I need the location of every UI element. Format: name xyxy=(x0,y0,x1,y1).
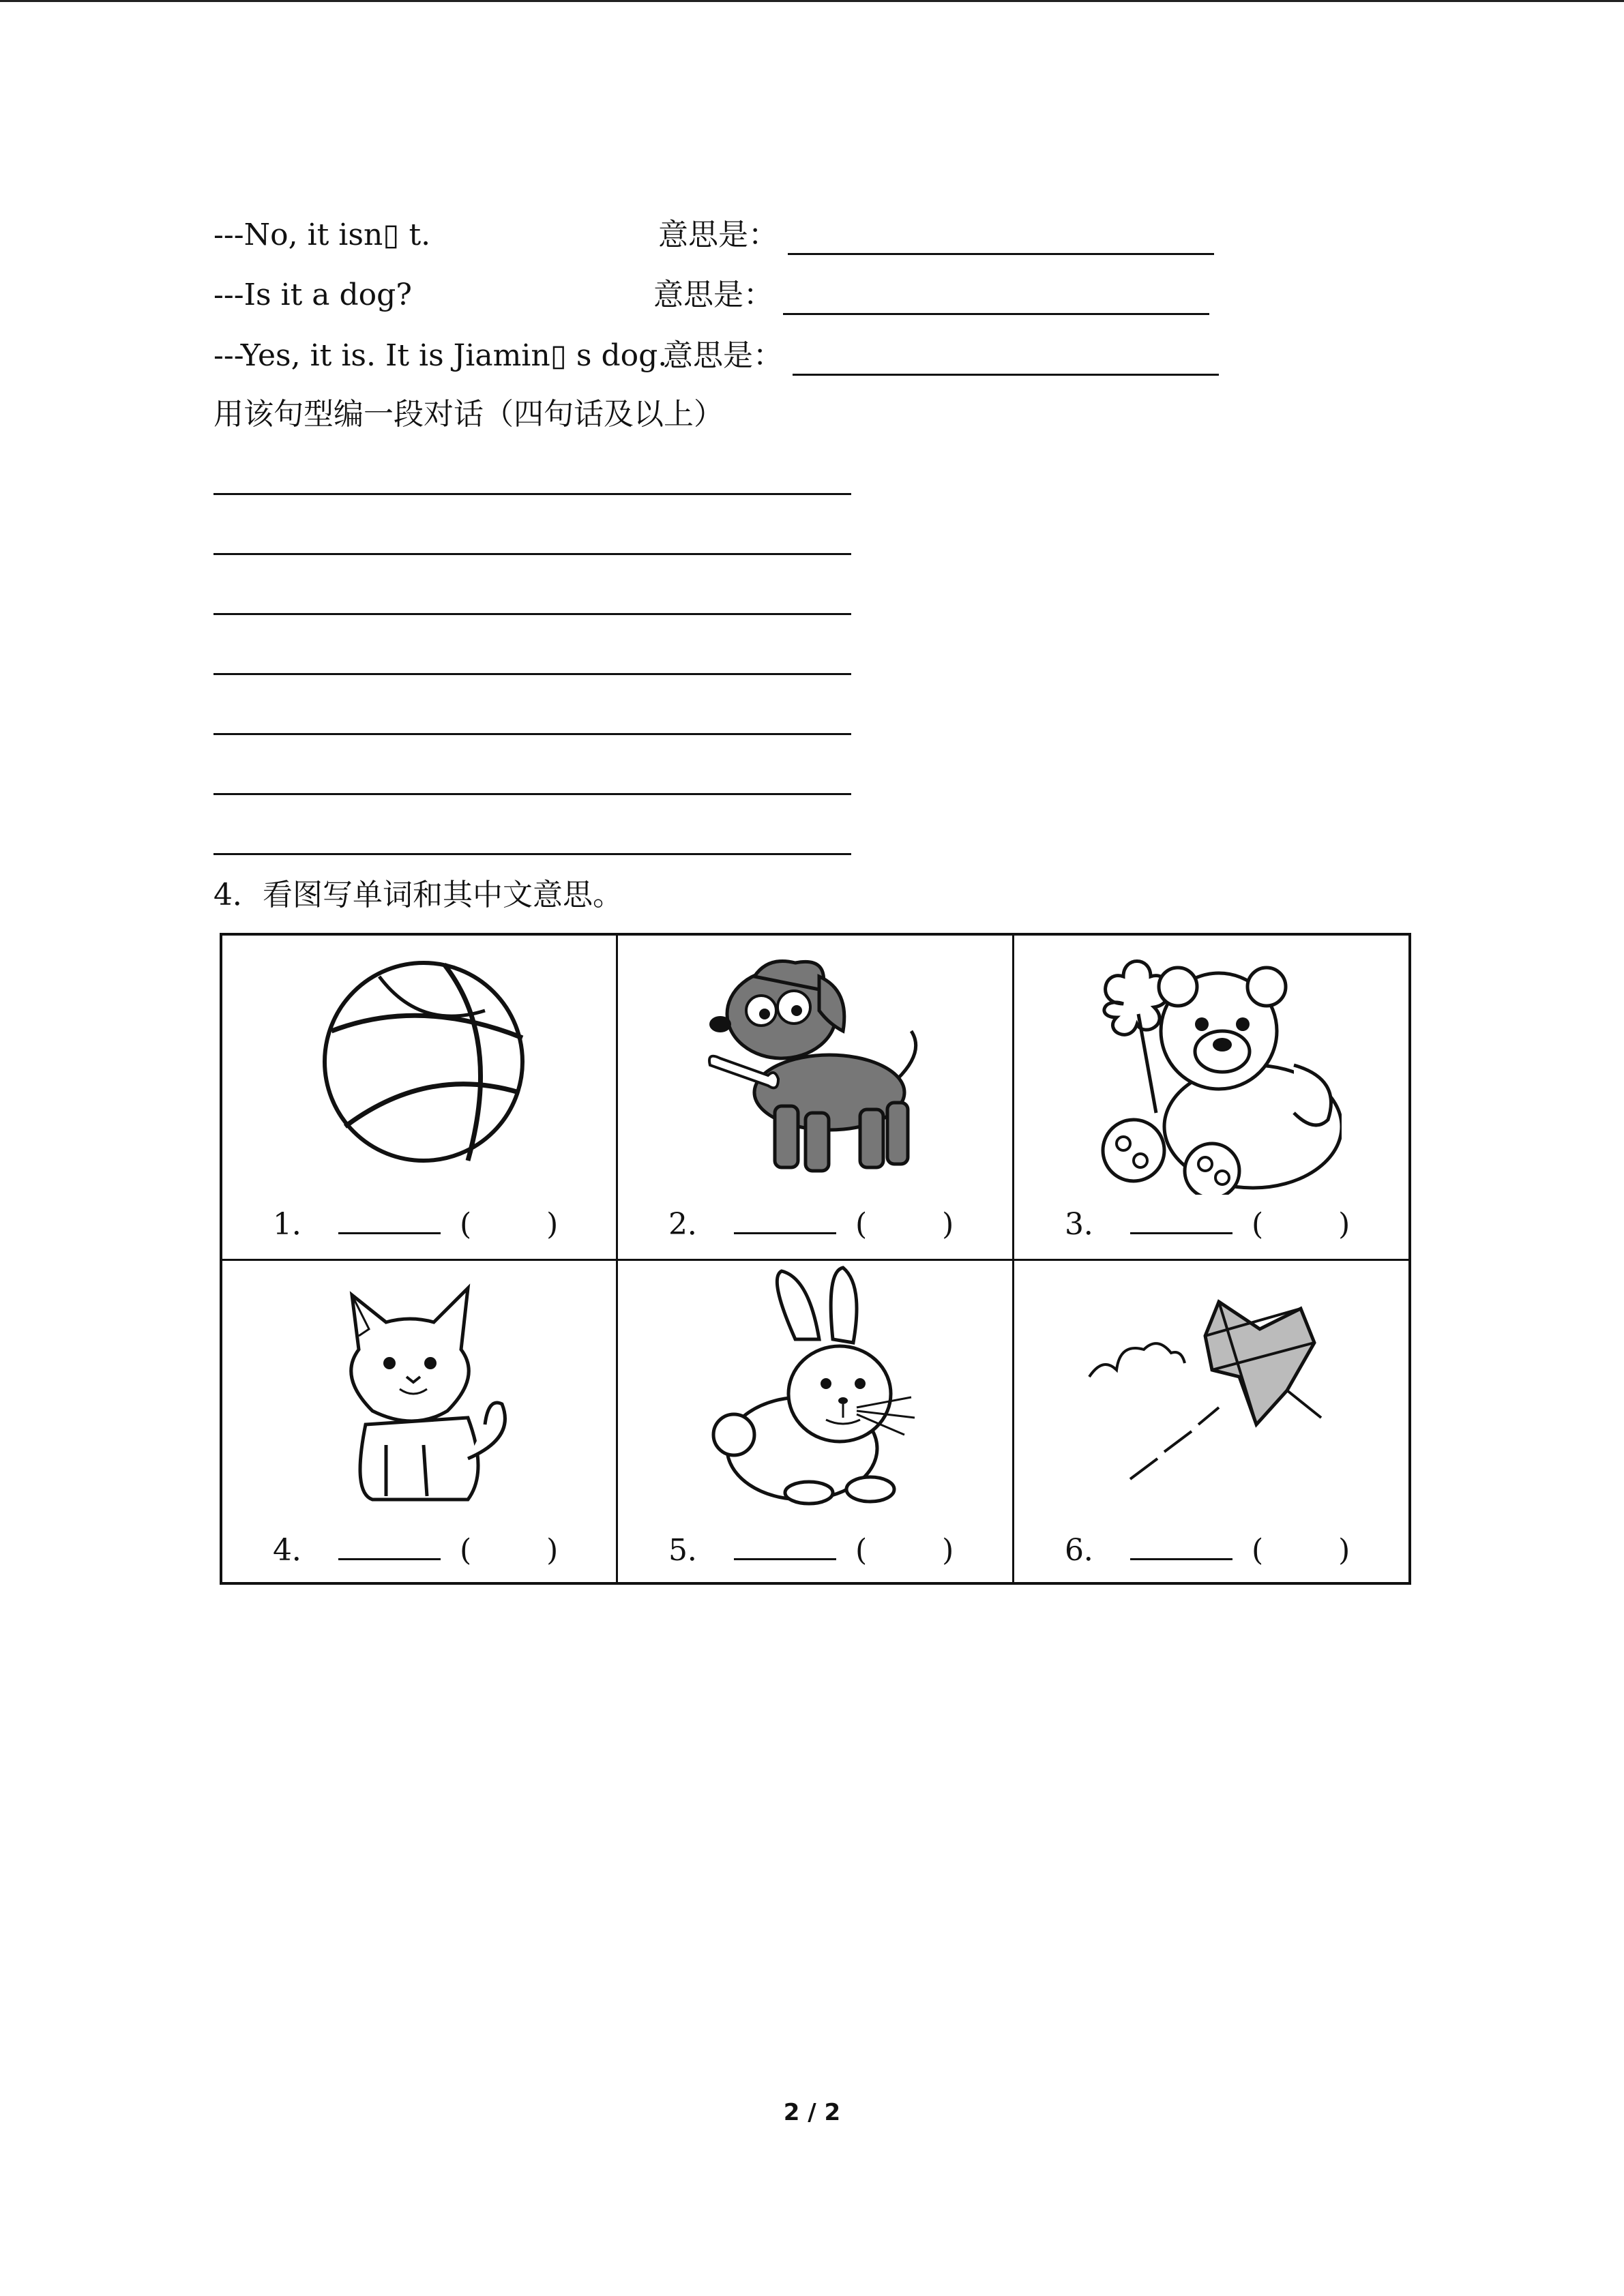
left-paren: ( xyxy=(1252,1533,1264,1568)
item-number: 5． xyxy=(668,1533,718,1568)
question-4-title: 4．看图写单词和其中文意思。 xyxy=(213,878,623,912)
meaning-answer-line-1[interactable] xyxy=(788,253,1214,255)
item-number: 2． xyxy=(668,1207,718,1242)
item-number: 1． xyxy=(273,1207,322,1242)
basketball-icon xyxy=(318,956,529,1167)
item-label-1 xyxy=(273,1205,558,1244)
word-blank[interactable] xyxy=(338,1205,441,1234)
picture-cell-2 xyxy=(618,936,1012,1259)
item-number: 3． xyxy=(1065,1207,1114,1242)
writing-line-2[interactable] xyxy=(213,553,851,555)
item-label-5 xyxy=(668,1531,954,1570)
item-number: 6． xyxy=(1065,1533,1114,1568)
page-top-border xyxy=(0,0,1624,2)
right-paren: ) xyxy=(942,1533,954,1568)
page-number: 2 / 2 xyxy=(783,2099,841,2126)
left-paren: ( xyxy=(1252,1207,1264,1242)
writing-line-5[interactable] xyxy=(213,733,851,735)
left-paren: ( xyxy=(460,1533,472,1568)
writing-line-4[interactable] xyxy=(213,673,851,675)
right-paren: ) xyxy=(546,1207,559,1242)
picture-cell-5 xyxy=(618,1261,1012,1585)
writing-line-6[interactable] xyxy=(213,793,851,795)
meaning-label-3: 意思是： xyxy=(663,338,783,373)
dialogue-line-3: ---Yes, it is. It is Jiamin▯ s dog. xyxy=(213,338,668,373)
word-blank[interactable] xyxy=(1130,1531,1232,1560)
word-blank[interactable] xyxy=(734,1205,836,1234)
dialogue-instruction: 用该句型编一段对话（四句话及以上） xyxy=(213,397,724,432)
picture-cell-3 xyxy=(1014,936,1408,1259)
meaning-label-2: 意思是： xyxy=(653,278,773,312)
left-paren: ( xyxy=(855,1533,868,1568)
word-blank[interactable] xyxy=(1130,1205,1232,1234)
writing-line-7[interactable] xyxy=(213,853,851,855)
rabbit-icon xyxy=(707,1264,925,1510)
meaning-answer-line-3[interactable] xyxy=(793,374,1219,376)
left-paren: ( xyxy=(855,1207,868,1242)
right-paren: ) xyxy=(942,1207,954,1242)
word-blank[interactable] xyxy=(338,1531,441,1560)
dog-icon xyxy=(693,949,939,1181)
item-label-4 xyxy=(273,1531,558,1570)
picture-cell-1 xyxy=(222,936,616,1259)
right-paren: ) xyxy=(1338,1207,1350,1242)
teddy-bear-icon xyxy=(1082,949,1342,1195)
meaning-label-1: 意思是： xyxy=(658,218,778,252)
word-blank[interactable] xyxy=(734,1531,836,1560)
item-label-3 xyxy=(1065,1205,1350,1244)
writing-line-1[interactable] xyxy=(213,493,851,495)
dialogue-line-2: ---Is it a dog? xyxy=(213,278,412,312)
meaning-answer-line-2[interactable] xyxy=(783,313,1209,315)
picture-cell-4 xyxy=(222,1261,616,1585)
picture-cell-6 xyxy=(1014,1261,1408,1585)
cat-icon xyxy=(311,1268,516,1513)
right-paren: ) xyxy=(546,1533,559,1568)
item-label-2 xyxy=(668,1205,954,1244)
right-paren: ) xyxy=(1338,1533,1350,1568)
left-paren: ( xyxy=(460,1207,472,1242)
picture-grid xyxy=(220,933,1411,1585)
writing-line-3[interactable] xyxy=(213,613,851,615)
dialogue-line-1: ---No, it isn▯ t. xyxy=(213,218,431,252)
item-label-6 xyxy=(1065,1531,1350,1570)
item-number: 4． xyxy=(273,1533,322,1568)
kite-icon xyxy=(1082,1288,1342,1493)
